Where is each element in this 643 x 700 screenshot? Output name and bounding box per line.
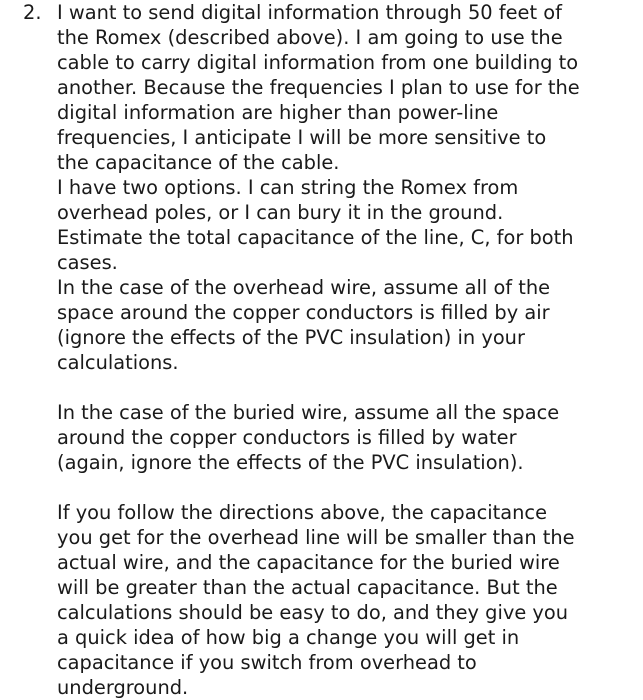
text-line: will be greater than the actual capacitance. But the (57, 576, 558, 599)
text-line: the capacitance of the cable. (57, 151, 340, 174)
text-line: overhead poles, or I can bury it in the ground. (57, 201, 504, 224)
text-line: In the case of the buried wire, assume all the space (57, 401, 560, 424)
text-line: If you follow the directions above, the capacitance (57, 501, 548, 524)
paragraph-spacer (57, 475, 643, 500)
paragraph-buried (57, 400, 643, 475)
text-line: calculations. (57, 351, 179, 374)
text-line: (ignore the effects of the PVC insulation) in your (57, 326, 525, 349)
text-line: I have two options. I can string the Romex from (57, 176, 519, 199)
paragraph-conclusion (57, 500, 643, 700)
text-line: a quick idea of how big a change you will get in (57, 626, 520, 649)
text-line: space around the copper conductors is filled by air (57, 301, 550, 324)
problem-body (57, 0, 643, 700)
text-line: cases. (57, 251, 118, 274)
text-line: digital information are higher than power-line (57, 101, 499, 124)
text-line: around the copper conductors is filled by water (57, 426, 517, 449)
text-line: In the case of the overhead wire, assume all of the (57, 276, 551, 299)
text-line: I want to send digital information through 50 feet of (57, 1, 562, 24)
text-line: cable to carry digital information from one building to (57, 51, 579, 74)
text-line: calculations should be easy to do, and they give you (57, 601, 569, 624)
text-line: underground. (57, 676, 189, 699)
paragraph-intro (57, 0, 643, 175)
text-line: frequencies, I anticipate I will be more sensitive to (57, 126, 547, 149)
text-line: actual wire, and the capacitance for the buried wire (57, 551, 560, 574)
paragraph-options (57, 175, 643, 275)
text-line: capacitance if you switch from overhead to (57, 651, 477, 674)
problem-number: 2. (23, 1, 42, 24)
text-line: Estimate the total capacitance of the line, C, for both (57, 226, 574, 249)
text-line: the Romex (described above). I am going to use the (57, 26, 563, 49)
paragraph-spacer (57, 375, 643, 400)
text-line: another. Because the frequencies I plan to use for the (57, 76, 580, 99)
text-line: you get for the overhead line will be smaller than the (57, 526, 575, 549)
text-line: (again, ignore the effects of the PVC insulation). (57, 451, 524, 474)
paragraph-overhead (57, 275, 643, 375)
